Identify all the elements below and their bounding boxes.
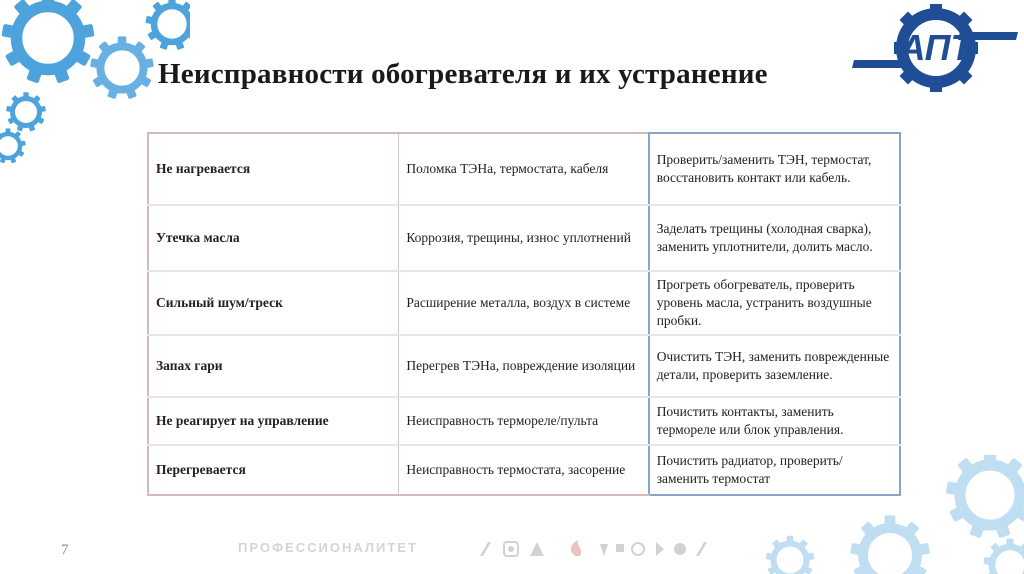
logo-text: АПТ bbox=[899, 27, 973, 68]
solution-cell: Почистить контакты, заменить термореле или блок управления. bbox=[649, 397, 900, 445]
problem-cell: Запах гари bbox=[148, 335, 399, 397]
problem-cell: Не нагревается bbox=[148, 133, 399, 205]
table-row bbox=[148, 335, 900, 397]
table-row bbox=[148, 133, 900, 205]
cause-cell: Перегрев ТЭНа, повреждение изоляции bbox=[399, 335, 649, 397]
footer-brand: ПРОФЕССИОНАЛИТЕТ bbox=[238, 540, 418, 555]
problem-cell: Перегревается bbox=[148, 445, 399, 495]
problem-cell: Не реагирует на управление bbox=[148, 397, 399, 445]
solution-cell: Заделать трещины (холодная сварка), заменить уплотнители, долить масло. bbox=[649, 205, 900, 271]
problem-cell: Утечка масла bbox=[148, 205, 399, 271]
cause-cell: Неисправность термореле/пульта bbox=[399, 397, 649, 445]
solution-cell: Почистить радиатор, проверить/заменить термостат bbox=[649, 445, 900, 495]
table-row bbox=[148, 397, 900, 445]
footer-icons bbox=[478, 538, 738, 560]
solution-cell: Проверить/заменить ТЭН, термостат, восстановить контакт или кабель. bbox=[649, 133, 900, 205]
solution-cell: Прогреть обогреватель, проверить уровень масла, устранить воздушные пробки. bbox=[649, 271, 900, 335]
slide-title: Неисправности обогревателя и их устранение bbox=[158, 58, 768, 90]
cause-cell: Неисправность термостата, засорение bbox=[399, 445, 649, 495]
problem-cell: Сильный шум/треск bbox=[148, 271, 399, 335]
solution-cell: Очистить ТЭН, заменить поврежденные детали, проверить заземление. bbox=[649, 335, 900, 397]
cause-cell: Коррозия, трещины, износ уплотнений bbox=[399, 205, 649, 271]
cause-cell: Расширение металла, воздух в системе bbox=[399, 271, 649, 335]
page-number: 7 bbox=[61, 542, 69, 558]
table-row bbox=[148, 271, 900, 335]
gear-icon bbox=[690, 455, 1024, 574]
cause-cell: Поломка ТЭНа, термостата, кабеля bbox=[399, 133, 649, 205]
logo bbox=[850, 2, 1022, 94]
table-row bbox=[148, 205, 900, 271]
faults-table bbox=[147, 132, 901, 496]
